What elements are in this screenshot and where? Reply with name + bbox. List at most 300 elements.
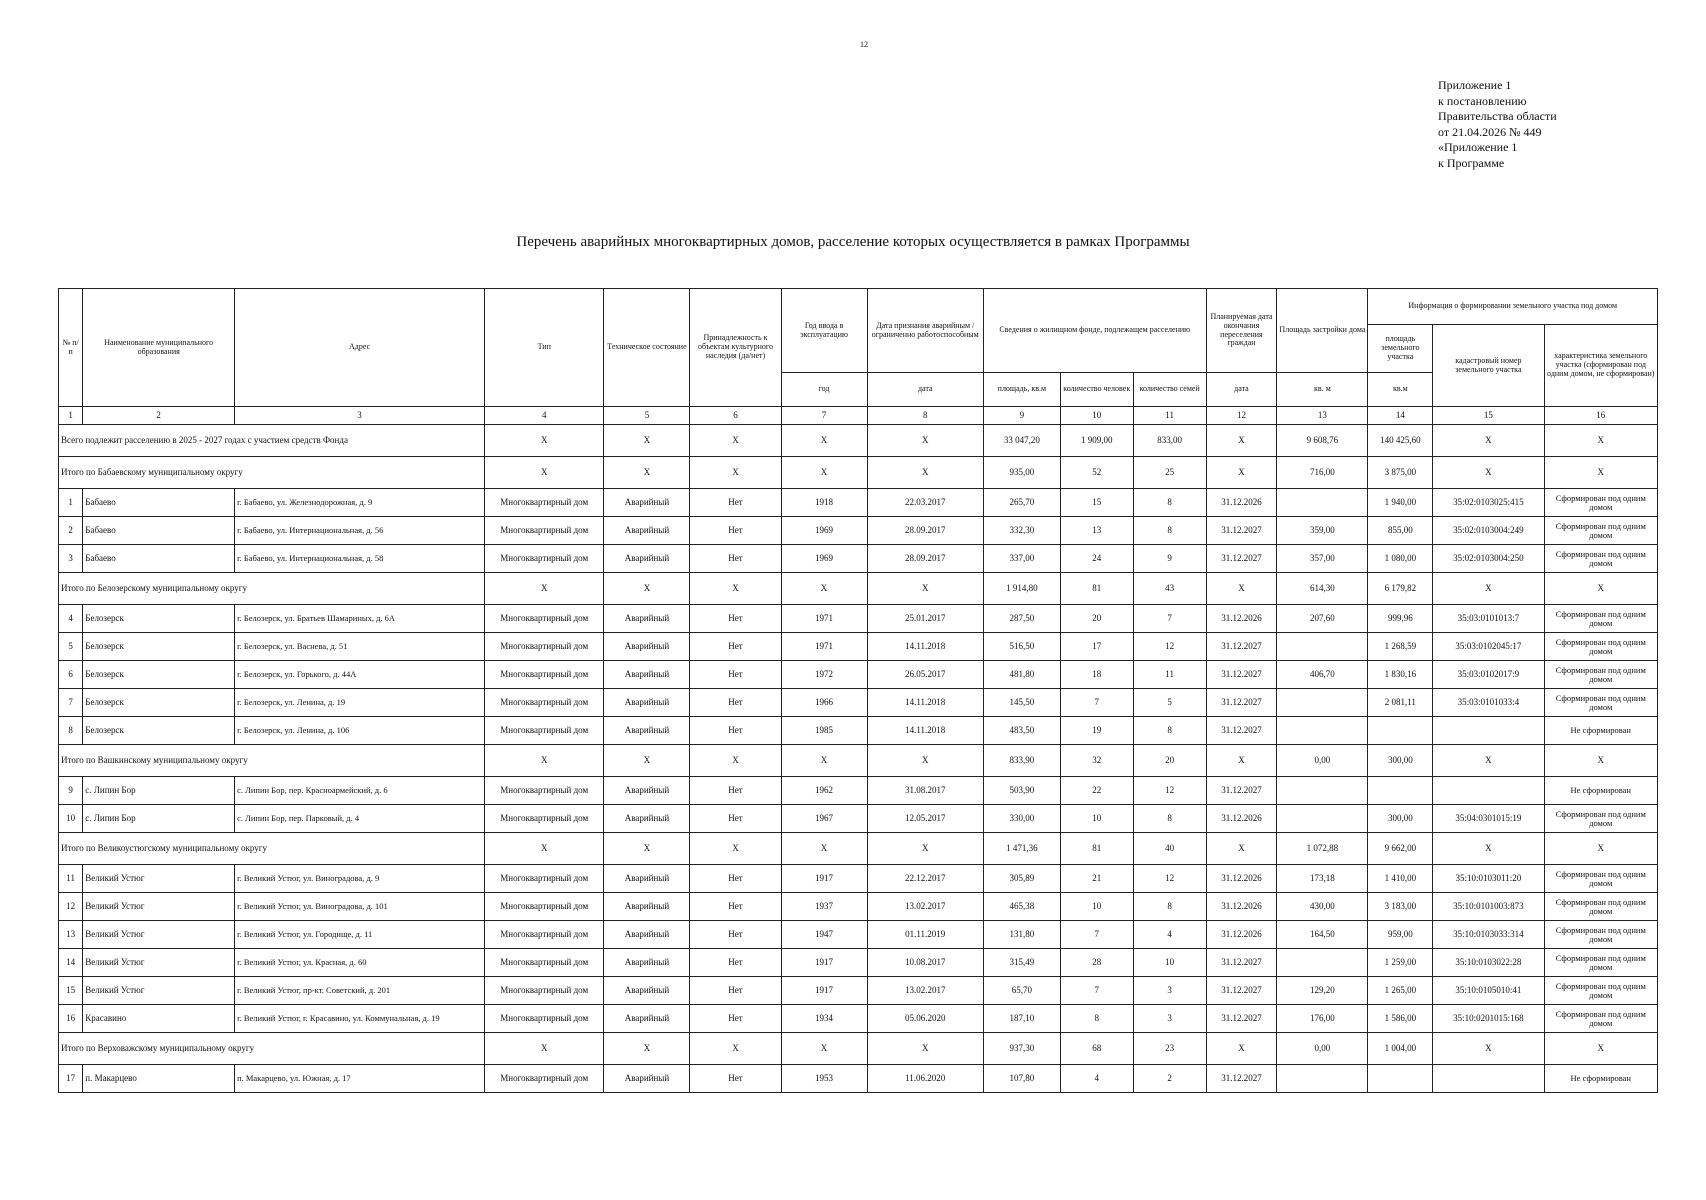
cell-type: Х [485,833,604,865]
land-characteristic: Сформирован под одним домом [1544,689,1657,717]
living-area: 287,50 [983,605,1060,633]
land-characteristic: Не сформирован [1544,777,1657,805]
row-number: 8 [59,717,83,745]
tech-condition: Аварийный [604,633,690,661]
row-number: 5 [59,633,83,661]
cadastral-number: 35:03:0101013:7 [1433,605,1544,633]
tech-condition: Аварийный [604,777,690,805]
cell-type: Х [485,425,604,457]
cell-area: 935,00 [983,457,1060,489]
cell-land-area: 3 875,00 [1368,457,1433,489]
header-cadastral: кадастровый номер земельного участка [1433,325,1544,407]
row-number: 6 [59,661,83,689]
column-number: 2 [83,407,235,425]
address: г. Великий Устюг, пр-кт. Советский, д. 201 [235,977,485,1005]
cell-heritage: Х [690,425,781,457]
footprint-area: 207,60 [1277,605,1368,633]
cell-families: 43 [1133,573,1206,605]
appendix-line: от 21.04.2026 № 449 [1438,124,1542,139]
cell-date: Х [867,457,983,489]
family-count: 9 [1133,545,1206,573]
municipality-name: Красавино [83,1005,235,1033]
total-row [59,425,1658,457]
family-count: 12 [1133,865,1206,893]
cell-condition: Х [604,573,690,605]
cell-heritage: Х [690,1033,781,1065]
address: г. Белозерск, ул. Васнева, д. 51 [235,633,485,661]
table-row [59,605,1658,633]
living-area: 145,50 [983,689,1060,717]
subheader-area: площадь, кв.м [983,373,1060,407]
table-body [59,407,1658,1093]
subheader-date2: дата [1206,373,1277,407]
people-count: 28 [1060,949,1133,977]
cell-footprint: 0,00 [1277,1033,1368,1065]
people-count: 7 [1060,689,1133,717]
family-count: 7 [1133,605,1206,633]
address: г. Великий Устюг, ул. Виноградова, д. 101 [235,893,485,921]
municipality-name: с. Липин Бор [83,805,235,833]
subheader-date: дата [867,373,983,407]
living-area: 315,49 [983,949,1060,977]
planned-date: 31.12.2027 [1206,949,1277,977]
people-count: 13 [1060,517,1133,545]
municipality-name: с. Липин Бор [83,777,235,805]
address: г. Белозерск, ул. Братьев Шамариных, д. 6А [235,605,485,633]
year-built: 1972 [781,661,867,689]
cell-heritage: Х [690,833,781,865]
house-type: Многоквартирный дом [485,977,604,1005]
land-characteristic: Сформирован под одним домом [1544,865,1657,893]
row-number: 15 [59,977,83,1005]
row-number: 13 [59,921,83,949]
tech-condition: Аварийный [604,545,690,573]
planned-date: 31.12.2026 [1206,605,1277,633]
municipality-name: Бабаево [83,545,235,573]
land-area: 300,00 [1368,805,1433,833]
planned-date: 31.12.2026 [1206,489,1277,517]
column-number: 8 [867,407,983,425]
cell-people: 32 [1060,745,1133,777]
heritage-flag: Нет [690,517,781,545]
emergency-date: 26.05.2017 [867,661,983,689]
group-total-row [59,457,1658,489]
land-characteristic: Сформирован под одним домом [1544,1005,1657,1033]
cell-year: Х [781,573,867,605]
address: г. Бабаево, ул. Интернациональная, д. 56 [235,517,485,545]
cell-date: Х [867,833,983,865]
cell-families: 833,00 [1133,425,1206,457]
heritage-flag: Нет [690,689,781,717]
cadastral-number: 35:10:0105010:41 [1433,977,1544,1005]
emergency-date: 14.11.2018 [867,717,983,745]
tech-condition: Аварийный [604,805,690,833]
year-built: 1966 [781,689,867,717]
emergency-date: 14.11.2018 [867,633,983,661]
page-number: 12 [860,40,868,49]
cell-cadastral: Х [1433,573,1544,605]
table-row [59,805,1658,833]
land-characteristic: Сформирован под одним домом [1544,949,1657,977]
footprint-area [1277,717,1368,745]
address: г. Белозерск, ул. Горького, д. 44А [235,661,485,689]
emergency-date: 13.02.2017 [867,977,983,1005]
address: г. Белозерск, ул. Ленина, д. 106 [235,717,485,745]
house-type: Многоквартирный дом [485,1005,604,1033]
people-count: 20 [1060,605,1133,633]
heritage-flag: Нет [690,605,781,633]
heritage-flag: Нет [690,777,781,805]
row-number: 2 [59,517,83,545]
cell-heritage: Х [690,745,781,777]
header-land-info: Информация о формировании земельного участка под домом [1368,289,1658,325]
header-municipality: Наименование муниципального образования [83,289,235,407]
planned-date: 31.12.2027 [1206,777,1277,805]
column-number: 13 [1277,407,1368,425]
appendix-line: Приложение 1 [1438,78,1512,92]
group-total-row [59,833,1658,865]
land-area [1368,1065,1433,1093]
land-area: 1 259,00 [1368,949,1433,977]
cell-land-area: 6 179,82 [1368,573,1433,605]
house-type: Многоквартирный дом [485,605,604,633]
group-label: Итого по Бабаевскому муниципальному округу [59,457,485,489]
subheader-sqm: кв. м [1277,373,1368,407]
land-area: 999,96 [1368,605,1433,633]
cadastral-number: 35:10:0103011:20 [1433,865,1544,893]
cell-area: 33 047,20 [983,425,1060,457]
house-type: Многоквартирный дом [485,689,604,717]
year-built: 1969 [781,517,867,545]
municipality-name: Белозерск [83,689,235,717]
cell-year: Х [781,745,867,777]
tech-condition: Аварийный [604,977,690,1005]
appendix-line: Правительства области [1438,109,1557,123]
header-type: Тип [485,289,604,407]
footprint-area [1277,489,1368,517]
tech-condition: Аварийный [604,1005,690,1033]
column-number: 1 [59,407,83,425]
emergency-date: 22.12.2017 [867,865,983,893]
family-count: 8 [1133,717,1206,745]
planned-date: 31.12.2027 [1206,661,1277,689]
cell-condition: Х [604,457,690,489]
table-row [59,865,1658,893]
heritage-flag: Нет [690,949,781,977]
cadastral-number: 35:02:0103004:250 [1433,545,1544,573]
column-number: 10 [1060,407,1133,425]
land-area: 959,00 [1368,921,1433,949]
municipality-name: Великий Устюг [83,865,235,893]
cell-date: Х [867,1033,983,1065]
appendix-line: «Приложение 1 [1438,140,1518,154]
people-count: 17 [1060,633,1133,661]
row-number: 3 [59,545,83,573]
emergency-date: 10.08.2017 [867,949,983,977]
land-area: 3 183,00 [1368,893,1433,921]
year-built: 1985 [781,717,867,745]
house-type: Многоквартирный дом [485,921,604,949]
cell-people: 68 [1060,1033,1133,1065]
cell-land-area: 1 004,00 [1368,1033,1433,1065]
cell-date: Х [867,573,983,605]
year-built: 1967 [781,805,867,833]
table-row [59,633,1658,661]
planned-date: 31.12.2027 [1206,1005,1277,1033]
cadastral-number: 35:03:0102045:17 [1433,633,1544,661]
land-characteristic: Сформирован под одним домом [1544,893,1657,921]
address: г. Великий Устюг, ул. Красная, д. 60 [235,949,485,977]
heritage-flag: Нет [690,633,781,661]
house-type: Многоквартирный дом [485,661,604,689]
house-type: Многоквартирный дом [485,805,604,833]
house-type: Многоквартирный дом [485,865,604,893]
cell-condition: Х [604,745,690,777]
house-type: Многоквартирный дом [485,893,604,921]
group-label: Итого по Великоустюгскому муниципальному округу [59,833,485,865]
group-label: Итого по Белозерскому муниципальному округу [59,573,485,605]
emergency-date: 13.02.2017 [867,893,983,921]
cell-footprint: 9 608,76 [1277,425,1368,457]
emergency-date: 12.05.2017 [867,805,983,833]
row-number: 16 [59,1005,83,1033]
cell-footprint: 0,00 [1277,745,1368,777]
cell-families: 40 [1133,833,1206,865]
heritage-flag: Нет [690,489,781,517]
group-total-row [59,573,1658,605]
header-condition: Техническое состояние [604,289,690,407]
cell-footprint: 716,00 [1277,457,1368,489]
municipality-name: Белозерск [83,633,235,661]
cell-heritage: Х [690,573,781,605]
footprint-area: 164,50 [1277,921,1368,949]
table-row [59,661,1658,689]
land-area [1368,777,1433,805]
cadastral-number: 35:10:0103033:314 [1433,921,1544,949]
living-area: 483,50 [983,717,1060,745]
cadastral-number: 35:03:0101033:4 [1433,689,1544,717]
cell-type: Х [485,457,604,489]
house-type: Многоквартирный дом [485,717,604,745]
people-count: 10 [1060,805,1133,833]
heritage-flag: Нет [690,921,781,949]
municipality-name: Белозерск [83,661,235,689]
heritage-flag: Нет [690,717,781,745]
column-number: 7 [781,407,867,425]
subheader-sqm2: кв.м [1368,373,1433,407]
cadastral-number: 35:02:0103025:415 [1433,489,1544,517]
appendix-line: к Программе [1438,155,1505,170]
emergency-date: 01.11.2019 [867,921,983,949]
cadastral-number [1433,777,1544,805]
header-heritage: Принадлежность к объектам культурного наследия (да/нет) [690,289,781,407]
family-count: 11 [1133,661,1206,689]
row-number: 4 [59,605,83,633]
cell-people: 1 909,00 [1060,425,1133,457]
cell-heritage: Х [690,457,781,489]
municipality-name: Великий Устюг [83,893,235,921]
heritage-flag: Нет [690,545,781,573]
houses-table [58,288,1658,1093]
people-count: 8 [1060,1005,1133,1033]
living-area: 265,70 [983,489,1060,517]
cell-type: Х [485,1033,604,1065]
family-count: 5 [1133,689,1206,717]
municipality-name: Великий Устюг [83,949,235,977]
heritage-flag: Нет [690,1005,781,1033]
cell-type: Х [485,573,604,605]
family-count: 4 [1133,921,1206,949]
tech-condition: Аварийный [604,865,690,893]
address: г. Великий Устюг, ул. Городище, д. 11 [235,921,485,949]
subheader-people: количество человек [1060,373,1133,407]
cell-planned: Х [1206,457,1277,489]
family-count: 2 [1133,1065,1206,1093]
footprint-area [1277,777,1368,805]
tech-condition: Аварийный [604,1065,690,1093]
cell-people: 52 [1060,457,1133,489]
cell-condition: Х [604,425,690,457]
column-number: 3 [235,407,485,425]
heritage-flag: Нет [690,893,781,921]
header-year-built: Год ввода в эксплуатацию [781,289,867,373]
people-count: 7 [1060,977,1133,1005]
planned-date: 31.12.2026 [1206,805,1277,833]
living-area: 337,00 [983,545,1060,573]
tech-condition: Аварийный [604,717,690,745]
municipality-name: п. Макарцево [83,1065,235,1093]
municipality-name: Белозерск [83,605,235,633]
people-count: 24 [1060,545,1133,573]
people-count: 19 [1060,717,1133,745]
cell-date: Х [867,425,983,457]
cell-year: Х [781,1033,867,1065]
people-count: 15 [1060,489,1133,517]
cell-land-char: Х [1544,1033,1657,1065]
table-row [59,893,1658,921]
land-area: 855,00 [1368,517,1433,545]
table-row [59,921,1658,949]
year-built: 1953 [781,1065,867,1093]
cell-footprint: 1 072,88 [1277,833,1368,865]
column-number: 6 [690,407,781,425]
tech-condition: Аварийный [604,605,690,633]
table-row [59,717,1658,745]
people-count: 18 [1060,661,1133,689]
planned-date: 31.12.2027 [1206,633,1277,661]
year-built: 1937 [781,893,867,921]
tech-condition: Аварийный [604,689,690,717]
appendix-block [1438,78,1557,171]
year-built: 1962 [781,777,867,805]
cadastral-number: 35:10:0201015:168 [1433,1005,1544,1033]
footprint-area: 176,00 [1277,1005,1368,1033]
planned-date: 31.12.2027 [1206,1065,1277,1093]
year-built: 1969 [781,545,867,573]
living-area: 503,90 [983,777,1060,805]
tech-condition: Аварийный [604,949,690,977]
family-count: 8 [1133,517,1206,545]
column-number: 12 [1206,407,1277,425]
cell-planned: Х [1206,745,1277,777]
table-row [59,1065,1658,1093]
cadastral-number: 35:10:0103022:28 [1433,949,1544,977]
house-type: Многоквартирный дом [485,633,604,661]
land-characteristic: Сформирован под одним домом [1544,517,1657,545]
planned-date: 31.12.2027 [1206,977,1277,1005]
cell-cadastral: Х [1433,457,1544,489]
document-title: Перечень аварийных многоквартирных домов, расселение которых осуществляется в рамках Программы [516,234,1190,250]
land-characteristic: Сформирован под одним домом [1544,661,1657,689]
municipality-name: Великий Устюг [83,977,235,1005]
year-built: 1971 [781,605,867,633]
emergency-date: 28.09.2017 [867,545,983,573]
cell-land-char: Х [1544,745,1657,777]
total-label: Всего подлежит расселению в 2025 - 2027 годах с участием средств Фонда [59,425,485,457]
living-area: 330,00 [983,805,1060,833]
address: г. Бабаево, ул. Интернациональная, д. 58 [235,545,485,573]
planned-date: 31.12.2027 [1206,517,1277,545]
land-area: 2 081,11 [1368,689,1433,717]
footprint-area: 359,00 [1277,517,1368,545]
address: г. Белозерск, ул. Ленина, д. 19 [235,689,485,717]
column-number: 15 [1433,407,1544,425]
land-characteristic: Сформирован под одним домом [1544,633,1657,661]
table-row [59,977,1658,1005]
footprint-area: 430,00 [1277,893,1368,921]
group-total-row [59,1033,1658,1065]
land-area: 1 830,16 [1368,661,1433,689]
appendix-line: к постановлению [1438,93,1527,108]
house-type: Многоквартирный дом [485,1065,604,1093]
tech-condition: Аварийный [604,893,690,921]
footprint-area [1277,949,1368,977]
footprint-area [1277,805,1368,833]
living-area: 516,50 [983,633,1060,661]
cell-planned: Х [1206,425,1277,457]
cell-year: Х [781,833,867,865]
house-type: Многоквартирный дом [485,949,604,977]
family-count: 3 [1133,1005,1206,1033]
emergency-date: 22.03.2017 [867,489,983,517]
planned-date: 31.12.2027 [1206,717,1277,745]
emergency-date: 25.01.2017 [867,605,983,633]
address: п. Макарцево, ул. Южная, д. 17 [235,1065,485,1093]
table-row [59,1005,1658,1033]
cell-land-area: 140 425,60 [1368,425,1433,457]
family-count: 8 [1133,489,1206,517]
footprint-area [1277,633,1368,661]
cell-footprint: 614,30 [1277,573,1368,605]
cell-planned: Х [1206,573,1277,605]
row-number: 11 [59,865,83,893]
living-area: 187,10 [983,1005,1060,1033]
year-built: 1918 [781,489,867,517]
planned-date: 31.12.2027 [1206,689,1277,717]
land-area: 1 268,59 [1368,633,1433,661]
family-count: 10 [1133,949,1206,977]
land-area: 1 940,00 [1368,489,1433,517]
cadastral-number: 35:02:0103004:249 [1433,517,1544,545]
land-characteristic: Не сформирован [1544,1065,1657,1093]
row-number: 14 [59,949,83,977]
family-count: 8 [1133,893,1206,921]
column-number: 14 [1368,407,1433,425]
cell-families: 23 [1133,1033,1206,1065]
year-built: 1947 [781,921,867,949]
family-count: 12 [1133,777,1206,805]
heritage-flag: Нет [690,1065,781,1093]
